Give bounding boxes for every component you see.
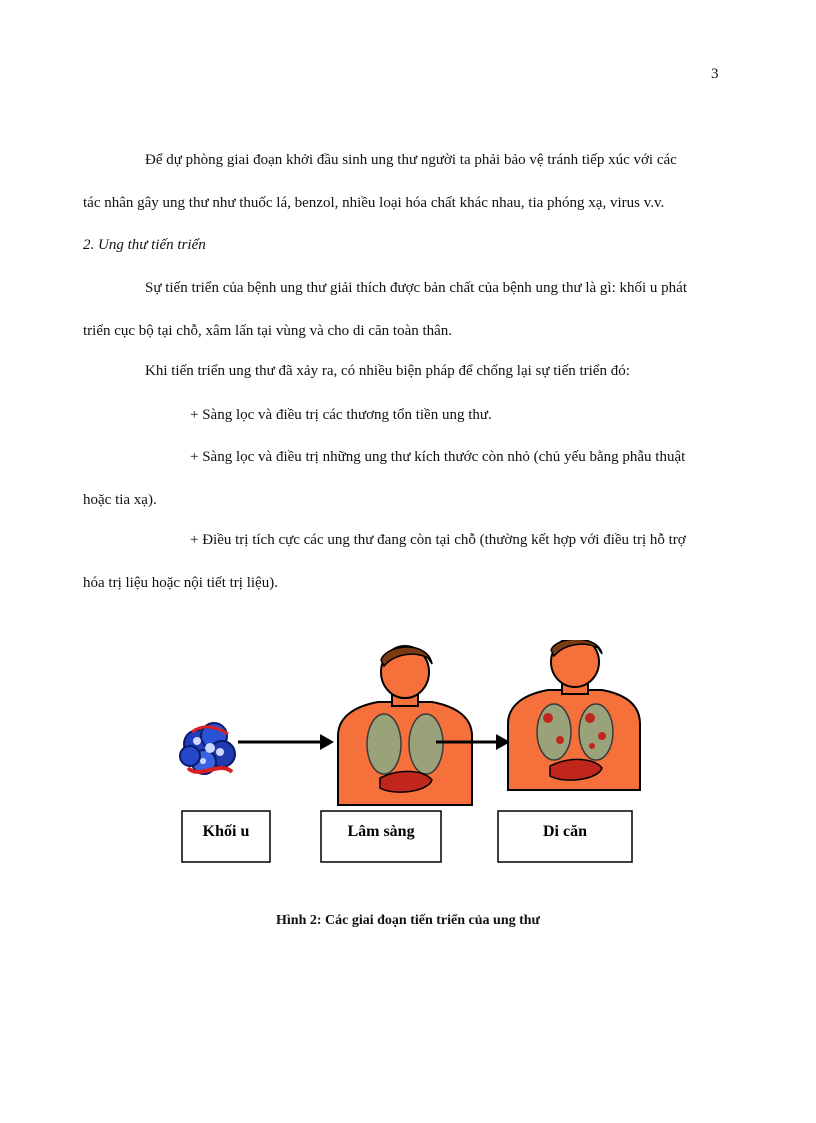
bullet-1: + Sàng lọc và điều trị các thương tổn tiền ung thư.: [190, 407, 492, 423]
paragraph-2-line-2: triển cục bộ tại chỗ, xâm lấn tại vùng và cho di căn toàn thân.: [83, 323, 453, 339]
stage-label-box-lam-sang: [321, 811, 441, 862]
paragraph-2-line-1: Sự tiến triển của bệnh ung thư giải thích được bản chất của bệnh ung thư là gì: khối u phát: [145, 280, 687, 296]
cancer-progression-figure: [170, 640, 650, 870]
stage-label-1: Khối u: [202, 823, 250, 840]
metastasis-stage-body-icon: [508, 640, 640, 790]
stage-label-box-khoi-u: [182, 811, 270, 862]
stage-label-3: Di căn: [543, 823, 587, 840]
bullet-3-line-1: + Điều trị tích cực các ung thư đang còn tại chỗ (thường kết hợp với điều trị hỗ trợ: [190, 532, 686, 548]
section-heading: 2. Ung thư tiến triển: [83, 237, 206, 253]
paragraph-1-line-2: tác nhân gây ung thư như thuốc lá, benzol, nhiều loại hóa chất khác nhau, tia phóng xạ, virus v.v.: [83, 195, 665, 211]
stage-label-2: Lâm sàng: [347, 823, 415, 840]
page-number: 3: [711, 66, 719, 82]
bullet-2-line-2: hoặc tia xạ).: [83, 492, 157, 508]
clinical-stage-body-icon: [338, 646, 472, 805]
bullet-2-line-1: + Sàng lọc và điều trị những ung thư kích thước còn nhỏ (chủ yếu bằng phẫu thuật: [190, 449, 686, 465]
bullet-3-line-2: hóa trị liệu hoặc nội tiết trị liệu).: [83, 575, 278, 591]
figure-caption: Hình 2: Các giai đoạn tiến triển của ung thư: [276, 913, 540, 928]
paragraph-3: Khi tiến triển ung thư đã xảy ra, có nhiều biện pháp để chống lại sự tiến triển đó:: [145, 363, 630, 379]
tumor-cluster-icon: [180, 723, 235, 774]
stage-label-box-di-can: [498, 811, 632, 862]
arrow-icon: [238, 734, 334, 750]
paragraph-1-line-1: Để dự phòng giai đoạn khởi đầu sinh ung thư người ta phải bảo vệ tránh tiếp xúc với các: [145, 152, 677, 168]
